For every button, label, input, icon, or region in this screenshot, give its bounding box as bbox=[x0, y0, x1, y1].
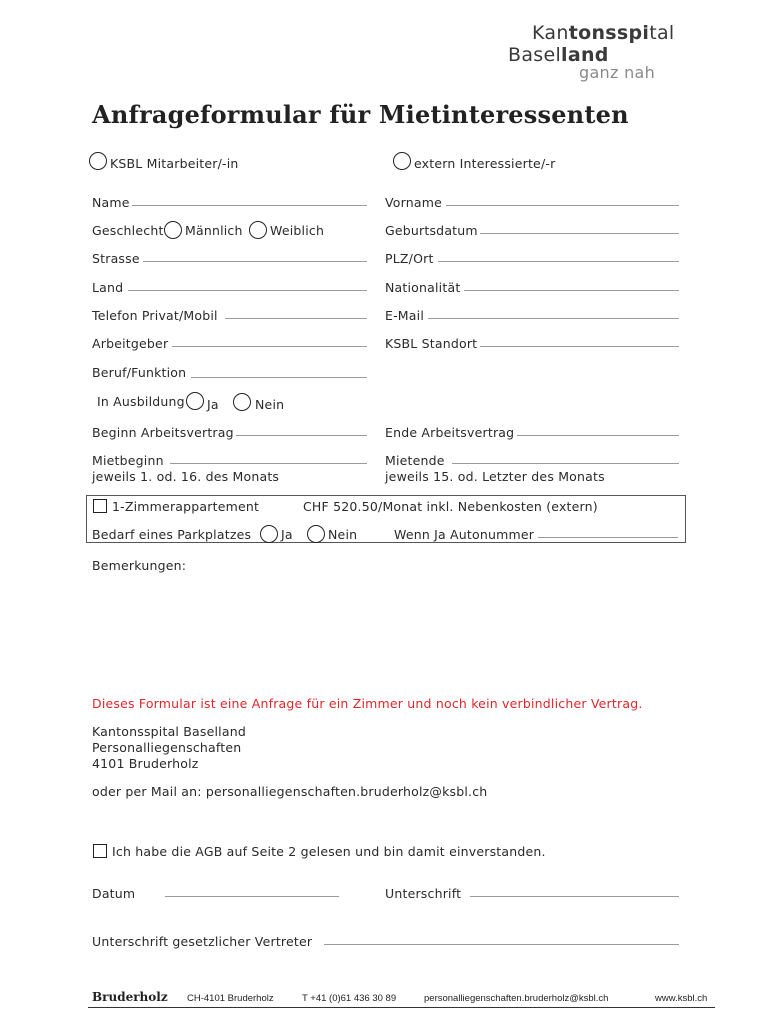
radio-ksbl-employee-label: KSBL Mitarbeiter/-in bbox=[110, 156, 239, 171]
geschlecht-label: Geschlecht bbox=[92, 223, 164, 238]
datum-label: Datum bbox=[92, 886, 136, 901]
radio-ksbl-employee[interactable] bbox=[89, 152, 107, 170]
ksbl-standort-label: KSBL Standort bbox=[385, 336, 478, 351]
radio-maennlich[interactable] bbox=[164, 221, 182, 239]
email-label: E-Mail bbox=[385, 308, 424, 323]
gesetzlicher-vertreter-field[interactable] bbox=[324, 944, 679, 945]
plz-ort-label: PLZ/Ort bbox=[385, 251, 434, 266]
radio-parking-ja[interactable] bbox=[260, 525, 278, 543]
radio-weiblich-label: Weiblich bbox=[270, 223, 325, 238]
in-ausbildung-label: In Ausbildung bbox=[97, 394, 185, 409]
geburtsdatum-field[interactable] bbox=[480, 233, 679, 234]
nationalitaet-label: Nationalität bbox=[385, 280, 461, 295]
radio-external[interactable] bbox=[393, 152, 411, 170]
footer-email[interactable]: personalliegenschaften.bruderholz@ksbl.ch bbox=[424, 993, 609, 1004]
footer-website[interactable]: www.ksbl.ch bbox=[655, 993, 708, 1004]
unterschrift-field[interactable] bbox=[470, 896, 679, 897]
radio-external-label: extern Interessierte/-r bbox=[414, 156, 556, 171]
radio-parking-ja-label: Ja bbox=[281, 527, 293, 542]
beruf-field[interactable] bbox=[191, 377, 367, 378]
parking-label: Bedarf eines Parkplatzes bbox=[92, 527, 252, 542]
beginn-arbeitsvertrag-field[interactable] bbox=[236, 435, 367, 436]
autonummer-label: Wenn Ja Autonummer bbox=[394, 527, 535, 542]
arbeitgeber-field[interactable] bbox=[172, 346, 367, 347]
land-field[interactable] bbox=[128, 290, 367, 291]
telefon-label: Telefon Privat/Mobil bbox=[92, 308, 218, 323]
strasse-label: Strasse bbox=[92, 251, 140, 266]
unterschrift-label: Unterschrift bbox=[385, 886, 462, 901]
radio-ausbildung-nein-label: Nein bbox=[255, 397, 285, 412]
email-field[interactable] bbox=[428, 318, 679, 319]
name-field[interactable] bbox=[132, 205, 367, 206]
footer-phone: T +41 (0)61 436 30 89 bbox=[302, 993, 397, 1004]
address-line-1: Kantonsspital Baselland bbox=[92, 724, 246, 739]
bemerkungen-label: Bemerkungen: bbox=[92, 558, 187, 573]
mietende-label: Mietende bbox=[385, 453, 445, 468]
bemerkungen-area[interactable] bbox=[92, 578, 680, 683]
plz-ort-field[interactable] bbox=[438, 261, 679, 262]
radio-maennlich-label: Männlich bbox=[185, 223, 243, 238]
vorname-label: Vorname bbox=[385, 195, 442, 210]
radio-ausbildung-ja-label: Ja bbox=[207, 397, 219, 412]
mietende-note: jeweils 15. od. Letzter des Monats bbox=[385, 469, 605, 484]
land-label: Land bbox=[92, 280, 124, 295]
mietende-field[interactable] bbox=[452, 463, 679, 464]
beginn-arbeitsvertrag-label: Beginn Arbeitsvertrag bbox=[92, 425, 234, 440]
mietbeginn-label: Mietbeginn bbox=[92, 453, 164, 468]
ksbl-standort-field[interactable] bbox=[480, 346, 679, 347]
mietbeginn-note: jeweils 1. od. 16. des Monats bbox=[92, 469, 280, 484]
ende-arbeitsvertrag-label: Ende Arbeitsvertrag bbox=[385, 425, 515, 440]
room-price: CHF 520.50/Monat inkl. Nebenkosten (extern) bbox=[303, 499, 598, 514]
radio-parking-nein[interactable] bbox=[307, 525, 325, 543]
nationalitaet-field[interactable] bbox=[464, 290, 679, 291]
gesetzlicher-vertreter-label: Unterschrift gesetzlicher Vertreter bbox=[92, 934, 313, 949]
strasse-field[interactable] bbox=[143, 261, 367, 262]
logo-line-2: Baselland bbox=[508, 44, 609, 66]
logo-line-1: Kantonsspital bbox=[532, 22, 675, 44]
radio-weiblich[interactable] bbox=[249, 221, 267, 239]
mail-instruction: oder per Mail an: personalliegenschaften.bruderholz@ksbl.ch bbox=[92, 784, 488, 799]
ende-arbeitsvertrag-field[interactable] bbox=[517, 435, 679, 436]
footer-divider bbox=[88, 1007, 715, 1008]
room-checkbox[interactable] bbox=[93, 499, 107, 513]
footer-address: CH-4101 Bruderholz bbox=[187, 993, 274, 1004]
autonummer-field[interactable] bbox=[538, 537, 678, 538]
arbeitgeber-label: Arbeitgeber bbox=[92, 336, 169, 351]
address-line-2: Personalliegenschaften bbox=[92, 740, 242, 755]
datum-field[interactable] bbox=[165, 896, 339, 897]
radio-ausbildung-ja[interactable] bbox=[186, 392, 204, 410]
beruf-label: Beruf/Funktion bbox=[92, 365, 187, 380]
radio-ausbildung-nein[interactable] bbox=[233, 393, 251, 411]
page-title: Anfrageformular für Mietinteressenten bbox=[92, 100, 629, 129]
logo-tagline: ganz nah bbox=[579, 63, 656, 82]
mietbeginn-field[interactable] bbox=[170, 463, 367, 464]
agb-label: Ich habe die AGB auf Seite 2 gelesen und bin damit einverstanden. bbox=[112, 844, 546, 859]
address-line-3: 4101 Bruderholz bbox=[92, 756, 199, 771]
geburtsdatum-label: Geburtsdatum bbox=[385, 223, 478, 238]
telefon-field[interactable] bbox=[225, 318, 367, 319]
name-label: Name bbox=[92, 195, 130, 210]
radio-parking-nein-label: Nein bbox=[328, 527, 358, 542]
agb-checkbox[interactable] bbox=[93, 844, 107, 858]
notice-text: Dieses Formular ist eine Anfrage für ein Zimmer und noch kein verbindlicher Vertrag. bbox=[92, 696, 643, 711]
vorname-field[interactable] bbox=[446, 205, 679, 206]
footer-brand: Bruderholz bbox=[92, 990, 168, 1004]
room-label: 1-Zimmerappartement bbox=[112, 499, 260, 514]
